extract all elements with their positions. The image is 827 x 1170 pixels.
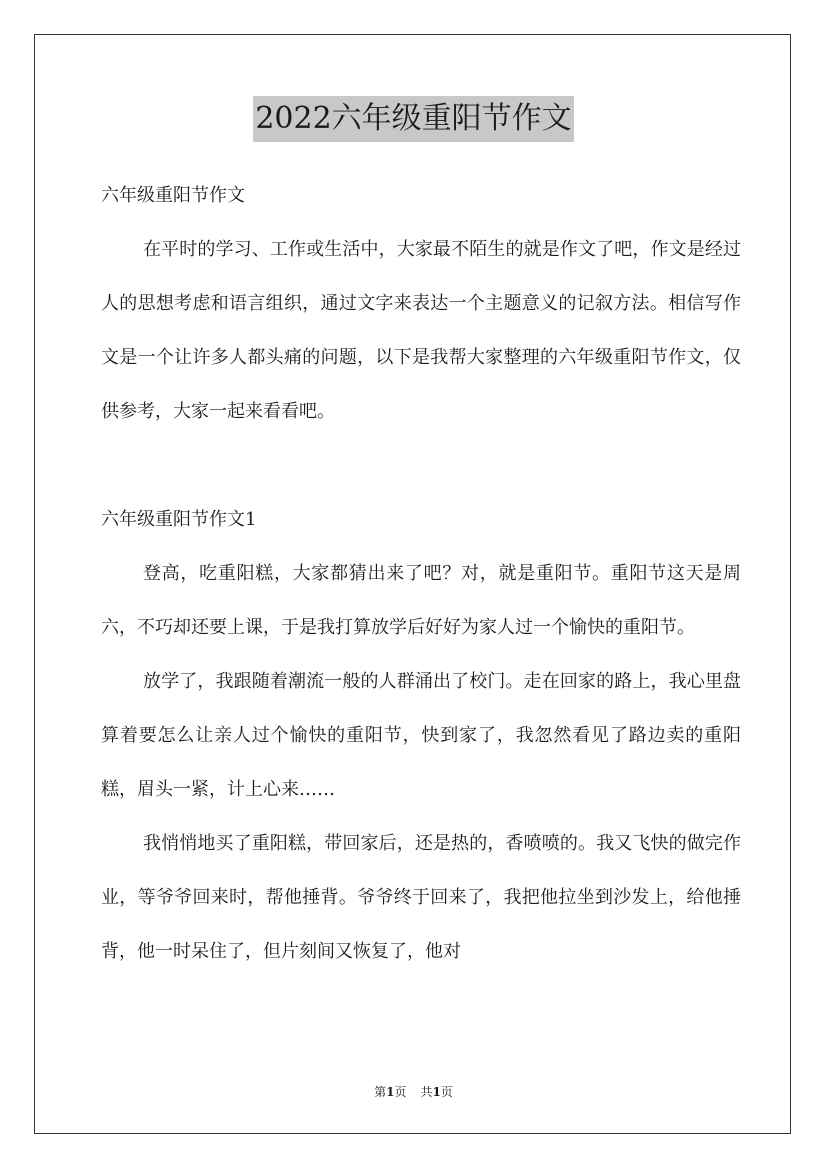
total-label-prefix: 共 [420, 1085, 433, 1099]
document-body [101, 169, 741, 979]
page-label-prefix: 第 [374, 1085, 387, 1099]
page-number: 1 [386, 1085, 395, 1099]
document-title: 2022六年级重阳节作文 [253, 96, 573, 142]
page-label-suffix: 页 [394, 1085, 407, 1099]
total-label-suffix: 页 [440, 1085, 453, 1099]
section-spacer [101, 439, 741, 493]
total-pages: 1 [432, 1085, 441, 1099]
essay1-paragraph-3: 我悄悄地买了重阳糕，带回家后，还是热的，香喷喷的。我又飞快的做完作业，等爷爷回来时，帮他捶背。爷爷终于回来了，我把他拉坐到沙发上，给他捶背，他一时呆住了，但片刻间又恢复了，他对 [101, 833, 741, 962]
essay1-paragraph-1: 登高，吃重阳糕，大家都猜出来了吧？对，就是重阳节。重阳节这天是周六，不巧却还要上课，于是我打算放学后好好为家人过一个愉快的重阳节。 [101, 563, 741, 638]
essay1-heading: 六年级重阳节作文1 [101, 509, 257, 530]
intro-heading: 六年级重阳节作文 [101, 185, 245, 206]
intro-paragraph: 在平时的学习、工作或生活中，大家最不陌生的就是作文了吧，作文是经过人的思想考虑和语言组织，通过文字来表达一个主题意义的记叙方法。相信写作文是一个让许多人都头痛的问题，以下是我帮大家整理的六年级重阳节作文，仅供参考，大家一起来看看吧。 [101, 239, 741, 422]
page-footer [0, 1083, 827, 1101]
essay1-paragraph-2: 放学了，我跟随着潮流一般的人群涌出了校门。走在回家的路上，我心里盘算着要怎么让亲人过个愉快的重阳节，快到家了，我忽然看见了路边卖的重阳糕，眉头一紧，计上心来…… [101, 671, 741, 800]
title-container [0, 96, 827, 142]
